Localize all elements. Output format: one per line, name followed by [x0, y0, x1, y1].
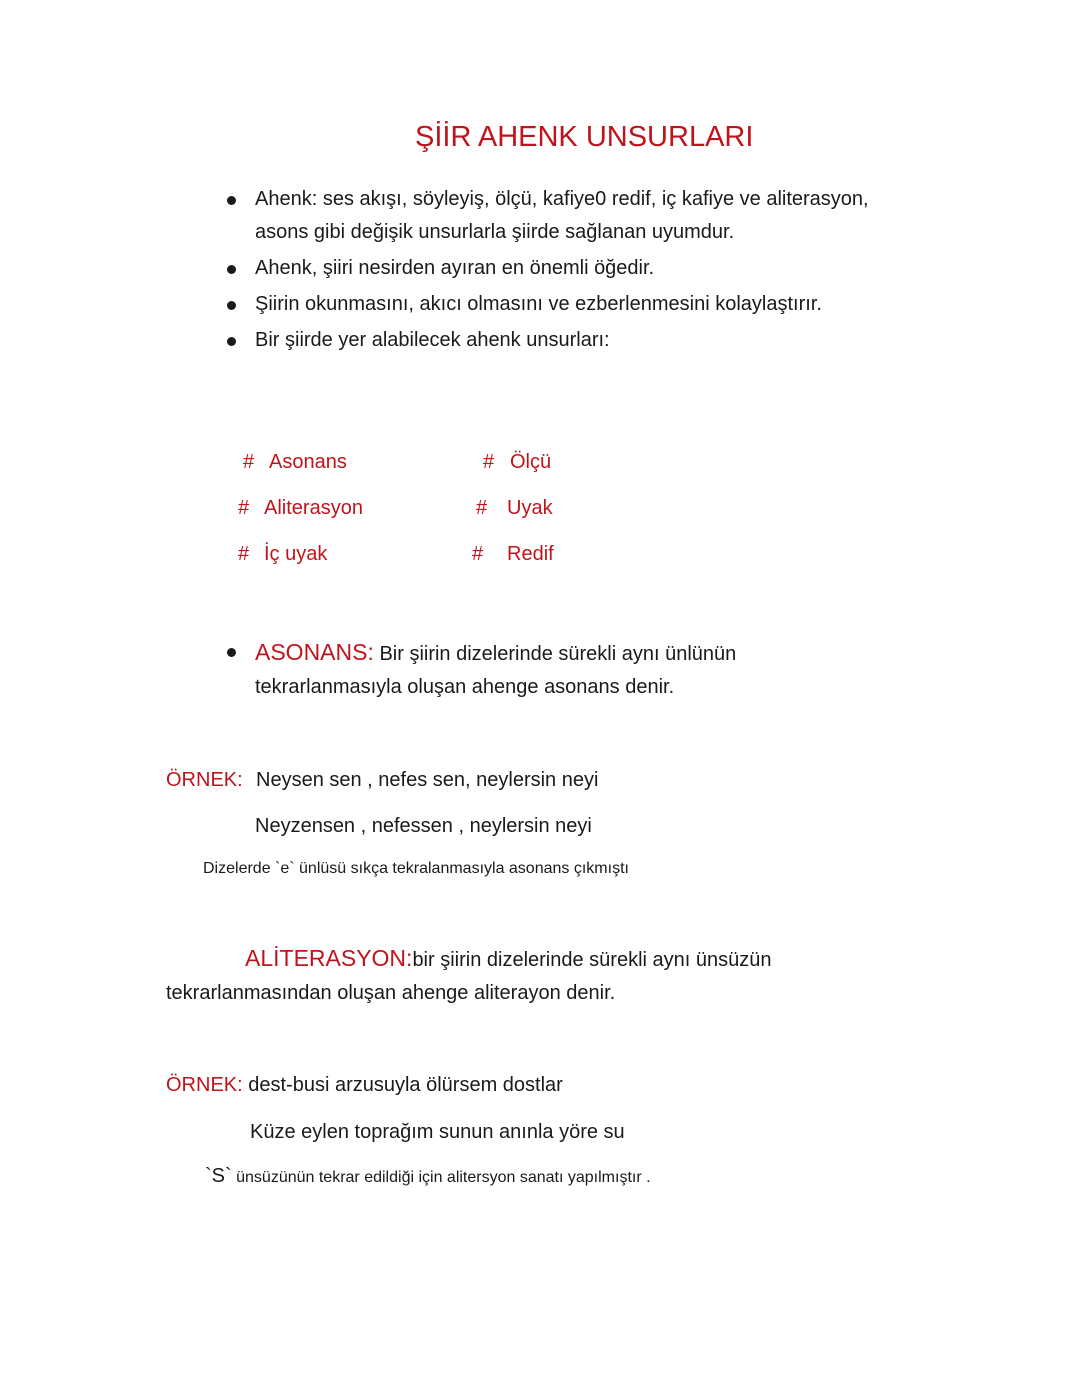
element-uyak: Uyak [507, 497, 553, 519]
element-ic-uyak: İç uyak [264, 543, 328, 565]
intro-bullet-list [255, 183, 915, 360]
element-aliterasyon: Aliterasyon [264, 497, 363, 519]
hash-marker: # [238, 543, 250, 565]
hash-marker: # [238, 497, 250, 519]
asonans-definition [255, 636, 736, 671]
asonans-text: Bir şiirin dizelerinde sürekli aynı ünlünün [379, 643, 737, 665]
example-line: Neysen sen , nefes sen, neylersin neyi [256, 769, 599, 791]
asonans-text-line2: tekrarlanmasıyla oluşan ahenge asonans denir. [255, 676, 675, 698]
example-line: dest-busi arzusuyla ölürsem dostlar [248, 1074, 563, 1096]
example-line-with-label [166, 1069, 563, 1102]
bullet-text: Şiirin okunmasını, akıcı olmasını ve ezberlenmesini kolaylaştırır. [255, 293, 822, 315]
bullet-icon [227, 265, 236, 274]
bullet-item [255, 288, 915, 321]
page-title: ŞİİR AHENK UNSURLARI [415, 121, 754, 153]
asonans-heading: ASONANS: [255, 639, 374, 665]
hash-marker: # [472, 543, 484, 565]
aliterasyon-definition [245, 942, 772, 977]
hash-marker: # [483, 451, 495, 473]
example-note [205, 1165, 651, 1188]
example-note-text: ünsüzünün tekrar edildiği için alitersyon sanatı yapılmıştır . [236, 1169, 651, 1186]
bullet-icon [227, 337, 236, 346]
bullet-text: Ahenk, şiiri nesirden ayıran en önemli öğedir. [255, 257, 655, 279]
bullet-item [255, 324, 915, 357]
bullet-item [255, 183, 915, 249]
bullet-item [255, 252, 915, 285]
example-label: ÖRNEK: [166, 1074, 243, 1096]
aliterasyon-text: bir şiirin dizelerinde sürekli aynı ünsüzün [412, 949, 772, 971]
bullet-icon [227, 301, 236, 310]
element-olcu: Ölçü [510, 451, 552, 473]
example-note: Dizelerde `e` ünlüsü sıkça tekralanmasıyla asonans çıkmıştı [203, 860, 629, 877]
example-label: ÖRNEK: [166, 769, 243, 791]
hash-marker: # [243, 451, 255, 473]
bullet-text: Ahenk: ses akışı, söyleyiş, ölçü, kafiye0 redif, iç kafiye ve aliterasyon, asons gibi değişik unsurlarla şiirde sağlanan uyumdur. [255, 188, 869, 243]
element-redif: Redif [507, 543, 554, 565]
bullet-text: Bir şiirde yer alabilecek ahenk unsurları: [255, 329, 610, 351]
hash-marker: # [476, 497, 488, 519]
aliterasyon-text-line2: tekrarlanmasından oluşan ahenge aliterayon denir. [166, 982, 616, 1004]
bullet-icon [227, 648, 236, 657]
aliterasyon-heading: ALİTERASYON: [245, 945, 413, 971]
example-line: Küze eylen toprağım sunun anınla yöre su [250, 1121, 625, 1143]
example-line: Neyzensen , nefessen , neylersin neyi [255, 815, 592, 837]
bullet-icon [227, 196, 236, 205]
example-note-letter: `S` [205, 1165, 232, 1187]
element-asonans: Asonans [269, 451, 347, 473]
